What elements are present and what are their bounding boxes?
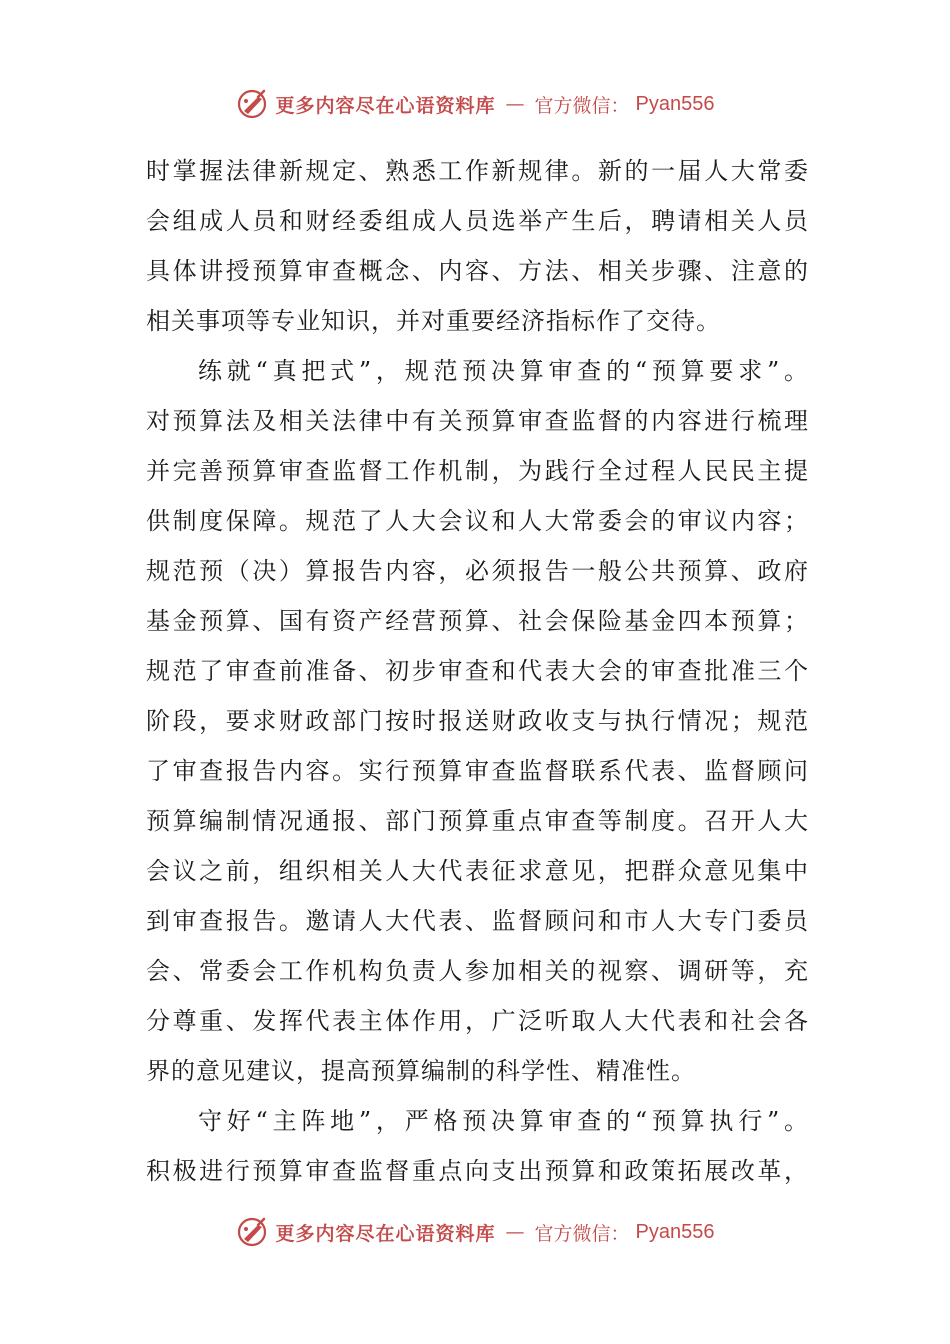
text-line: 时掌握法律新规定、熟悉工作新规律。新的一届人大常委 bbox=[146, 157, 808, 185]
footer-watermark bbox=[0, 1212, 950, 1252]
text-line: 分尊重、发挥代表主体作用，广泛听取人大代表和社会各 bbox=[146, 1007, 808, 1035]
text-line: 规范了审查前准备、初步审查和代表大会的审查批准三个 bbox=[146, 657, 808, 685]
watermark-separator: — bbox=[505, 93, 525, 115]
text-line: 并完善预算审查监督工作机制，为践行全过程人民民主提 bbox=[146, 457, 808, 485]
watermark-wechat-id: Pyan556 bbox=[635, 1220, 715, 1243]
watermark-sub-text: 官方微信： bbox=[534, 1222, 630, 1245]
watermark-wechat-id: Pyan556 bbox=[635, 92, 715, 115]
text-line: 对预算法及相关法律中有关预算审查监督的内容进行梳理 bbox=[146, 407, 808, 435]
text-line: 基金预算、国有资产经营预算、社会保险基金四本预算； bbox=[146, 607, 808, 635]
watermark-sub-text: 官方微信： bbox=[534, 94, 630, 117]
watermark-main-text: 更多内容尽在心语资料库 bbox=[275, 1222, 496, 1245]
document-body bbox=[146, 146, 808, 1196]
text-line: 会、常委会工作机构负责人参加相关的视察、调研等，充 bbox=[146, 957, 808, 985]
text-line: 会组成人员和财经委组成人员选举产生后，聘请相关人员 bbox=[146, 207, 808, 235]
text-line: 具体讲授预算审查概念、内容、方法、相关步骤、注意的 bbox=[146, 257, 808, 285]
text-line: 界的意见建议，提高预算编制的科学性、精准性。 bbox=[146, 1057, 696, 1085]
paragraph-start-line: 练就“真把式”，规范预决算审查的“预算要求”。 bbox=[198, 357, 808, 385]
pen-logo-icon bbox=[236, 1215, 270, 1249]
text-line: 到审查报告。邀请人大代表、监督顾问和市人大专门委员 bbox=[146, 907, 808, 935]
watermark-main-text: 更多内容尽在心语资料库 bbox=[275, 94, 496, 117]
text-line: 预算编制情况通报、部门预算重点审查等制度。召开人大 bbox=[146, 807, 808, 835]
watermark-separator: — bbox=[505, 1221, 525, 1243]
header-watermark bbox=[0, 84, 950, 124]
text-line: 供制度保障。规范了人大会议和人大常委会的审议内容； bbox=[146, 507, 808, 535]
pen-logo-icon bbox=[236, 87, 270, 121]
text-line: 积极进行预算审查监督重点向支出预算和政策拓展改革， bbox=[146, 1157, 808, 1185]
paragraph-start-line: 守好“主阵地”，严格预决算审查的“预算执行”。 bbox=[198, 1107, 808, 1135]
text-line: 相关事项等专业知识，并对重要经济指标作了交待。 bbox=[146, 307, 721, 335]
text-line: 会议之前，组织相关人大代表征求意见，把群众意见集中 bbox=[146, 857, 808, 885]
text-line: 了审查报告内容。实行预算审查监督联系代表、监督顾问 bbox=[146, 757, 808, 785]
text-line: 规范预（决）算报告内容，必须报告一般公共预算、政府 bbox=[146, 557, 808, 585]
text-line: 阶段，要求财政部门按时报送财政收支与执行情况；规范 bbox=[146, 707, 808, 735]
